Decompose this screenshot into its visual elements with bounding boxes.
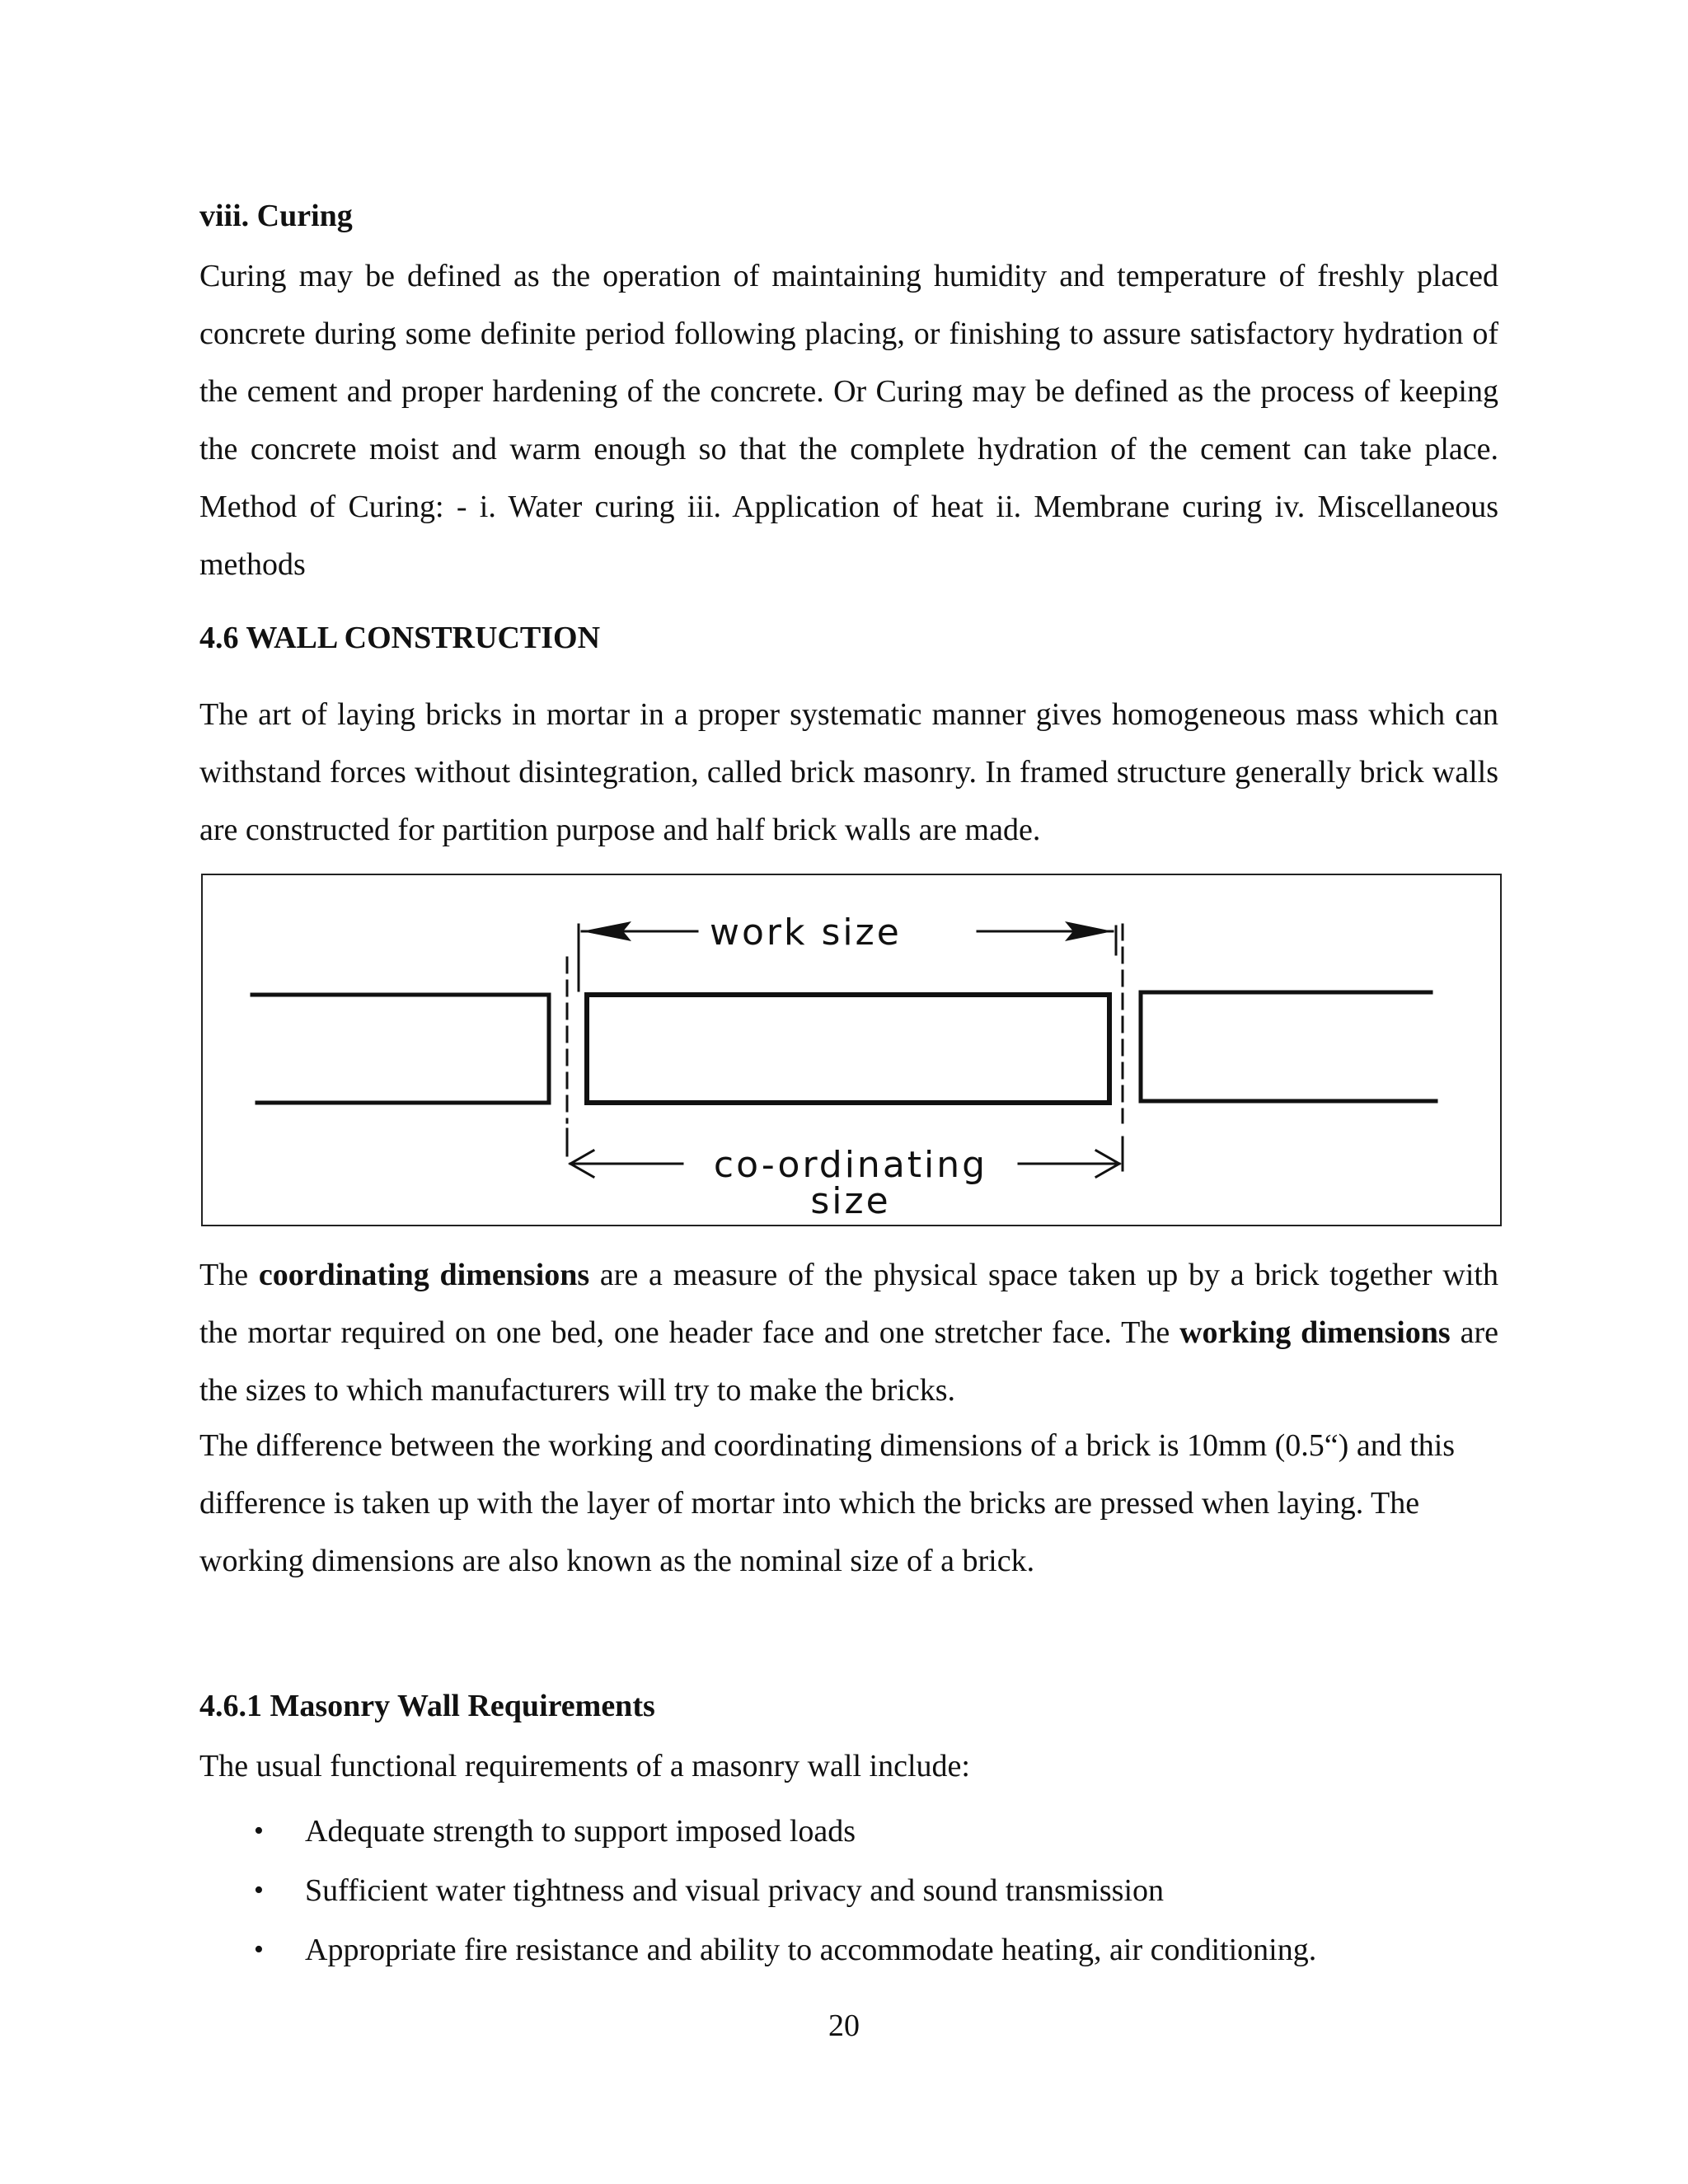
list-item: [199, 1802, 1518, 1861]
wall-construction-heading: 4.6 WALL CONSTRUCTION: [199, 621, 601, 655]
list-item-text: Sufficient water tightness and visual privacy and sound transmission: [305, 1873, 1165, 1908]
page-number: 20: [828, 2008, 860, 2043]
bullet-icon: •: [254, 1934, 264, 1965]
work-size-label: work size: [710, 912, 902, 954]
dimensions-paragraph: [199, 1246, 1498, 1419]
list-item: [199, 1920, 1518, 1980]
coordinating-label-line1: co-ordinating: [713, 1144, 988, 1186]
difference-paragraph: The difference between the working and coordinating dimensions of a brick is 10mm (0.5“) and this difference is taken up with the layer of mortar into which the bricks are pressed when laying. The working dimensions are also known as the nominal size of a brick.: [199, 1428, 1456, 1578]
bullet-icon: •: [254, 1816, 264, 1846]
dimensions-text-2: are a measure of the physical space taken up by a brick together with the mortar required on one bed, one header face and one stretcher face. The: [199, 1258, 1498, 1350]
brick-dimension-figure: [201, 874, 1502, 1226]
center-brick-outline: [587, 995, 1109, 1103]
list-item-text: Adequate strength to support imposed loads: [305, 1814, 856, 1849]
coordinating-dimensions-term: coordinating dimensions: [258, 1258, 590, 1292]
requirements-intro: The usual functional requirements of a masonry wall include:: [199, 1749, 970, 1783]
curing-heading: viii. Curing: [199, 199, 353, 233]
curing-paragraph: Curing may be defined as the operation of maintaining humidity and temperature of freshly placed concrete during some definite period following placing, or finishing to assure satisfactory hydration of the cement and proper hardening of the concrete. Or Curing may be defined as the process of keeping the concrete moist and warm enough so that the complete hydration of the cement can take place. Method of Curing: - i. Water curing iii. Application of heat ii. Membrane curing iv. Miscellaneous methods: [199, 259, 1498, 582]
dimensions-text-3: are the sizes to which manufacturers will try to make the bricks.: [199, 1315, 1498, 1408]
bullet-icon: •: [254, 1875, 264, 1905]
working-dimensions-term: working dimensions: [1179, 1315, 1451, 1350]
right-brick-outline: [1141, 992, 1436, 1101]
wall-construction-paragraph: The art of laying bricks in mortar in a proper systematic manner gives homogeneous mass which can withstand forces without disintegration, called brick masonry. In framed structure generally brick walls are constructed for partition purpose and half brick walls are made.: [199, 697, 1498, 847]
list-item: [199, 1861, 1518, 1920]
dimensions-text-1: The: [199, 1258, 259, 1292]
list-item-text: Appropriate fire resistance and ability to accommodate heating, air conditioning.: [305, 1933, 1317, 1967]
brick-dimension-diagram: [203, 875, 1500, 1225]
left-brick-outline: [252, 995, 549, 1103]
requirements-list: [199, 1802, 1518, 1980]
coordinating-label-line2: size: [810, 1180, 891, 1222]
masonry-requirements-heading: 4.6.1 Masonry Wall Requirements: [199, 1689, 655, 1723]
